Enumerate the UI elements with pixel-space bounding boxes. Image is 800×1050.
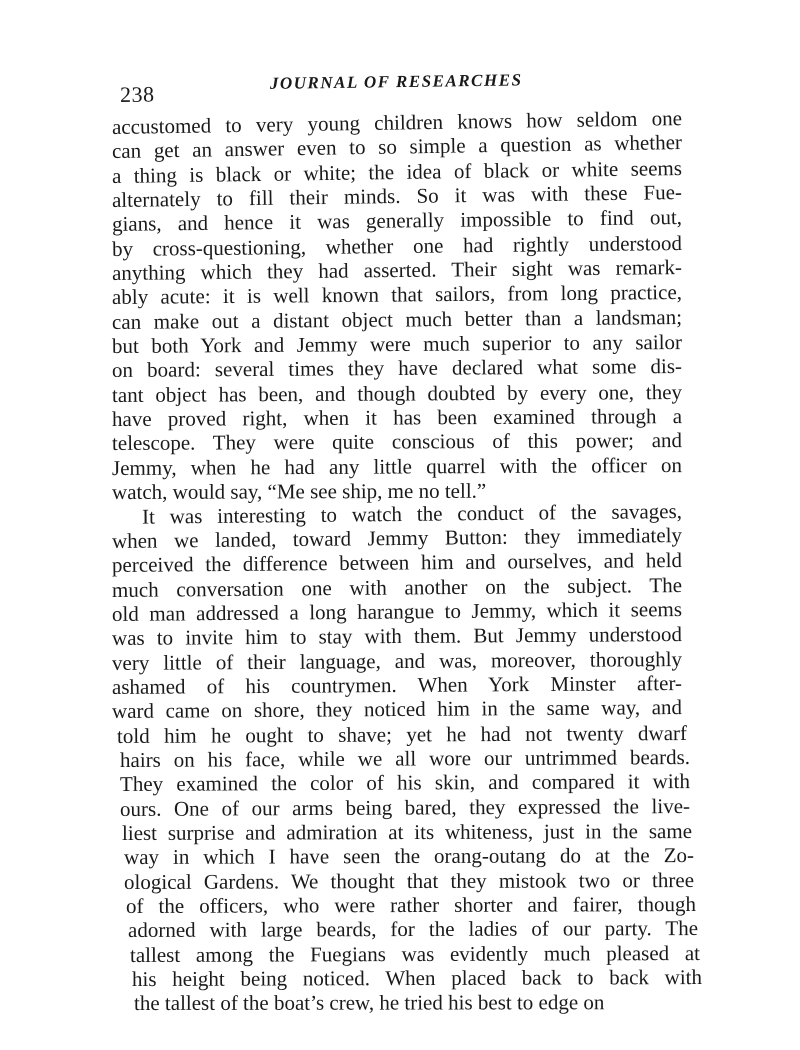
text-line: on board: several times they have declared what some dis- [111,354,683,383]
text-line: but both York and Jemmy were much superior to any sailor [111,330,683,359]
text-line: watch, would say, “Me see ship, me no tell.” [111,478,487,505]
text-line: ward came on shore, they noticed him in the same way, and [111,695,683,724]
text-line: way in which I have seen the orang-outang do at the Zo- [123,843,695,870]
text-line: gians, and hence it was generally impossible to find out, [111,205,683,237]
text-line: liest surprise and admiration at its whiteness, just in the same [121,818,693,845]
text-line: when we landed, toward Jemmy Button: they immediately [111,522,683,553]
text-line: ably acute: it is well known that sailors, from long practice, [111,280,683,310]
text-line: Jemmy, when he had any little quarrel with the officer on [111,452,683,480]
text-line: anything which they had asserted. Their sight was remark- [111,255,683,286]
text-line: adorned with large beards, for the ladies of our party. The [127,916,699,943]
text-line: told him he ought to shave; yet he had not twenty dwarf [116,720,688,748]
text-line: It was interesting to watch the conduct of the savages, [141,498,683,529]
text-line: ashamed of his countrymen. When York Minster after- [111,670,683,699]
page-number: 238 [119,81,155,107]
text-line: telescope. They were quite conscious of this power; and [111,428,683,456]
text-line: accustomed to very young children knows how seldom one [111,106,683,139]
running-head: JOURNAL OF RESEARCHES [269,70,523,93]
text-line: perceived the difference between him and ourselves, and held [111,548,683,578]
text-line: tant object has been, and though doubted by every one, they [111,379,683,407]
text-line: can make out a distant object much better than a landsman; [111,304,683,334]
text-line: a thing is black or white; the idea of black or white seems [111,155,683,188]
text-line: They examined the color of his skin, and compared it with [119,769,691,797]
text-line: of the officers, who were rather shorter and fairer, though [125,892,697,918]
text-line: the tallest of the boat’s crew, he tried his best to edge on [133,990,605,1016]
text-line: old man addressed a long harangue to Jemmy, which it seems [111,596,683,626]
text-line: by cross-questioning, whether one had rightly understood [111,230,683,261]
text-line: was to invite him to stay with them. But Jemmy understood [111,622,683,651]
text-line: have proved right, when it has been examined through a [111,404,683,432]
text-line: alternately to fill their minds. So it was with these Fue- [111,180,683,213]
text-line: hairs on his face, while we all wore our untrimmed beards. [119,744,691,772]
text-line: his height being noticed. When placed back to back with [131,965,703,992]
page-header [120,68,680,106]
text-line: can get an answer even to so simple a question as whether [111,130,683,164]
text-line: tallest among the Fuegians was evidently much pleased at [129,940,701,967]
text-line: much conversation one with another on the subject. The [111,572,683,602]
body-text [111,106,703,1016]
text-line: very little of their language, and was, moreover, thoroughly [111,646,683,675]
text-line: ological Gardens. We thought that they mistook two or three [123,867,695,894]
text-line: ours. One of our arms being bared, they expressed the live- [119,793,691,821]
